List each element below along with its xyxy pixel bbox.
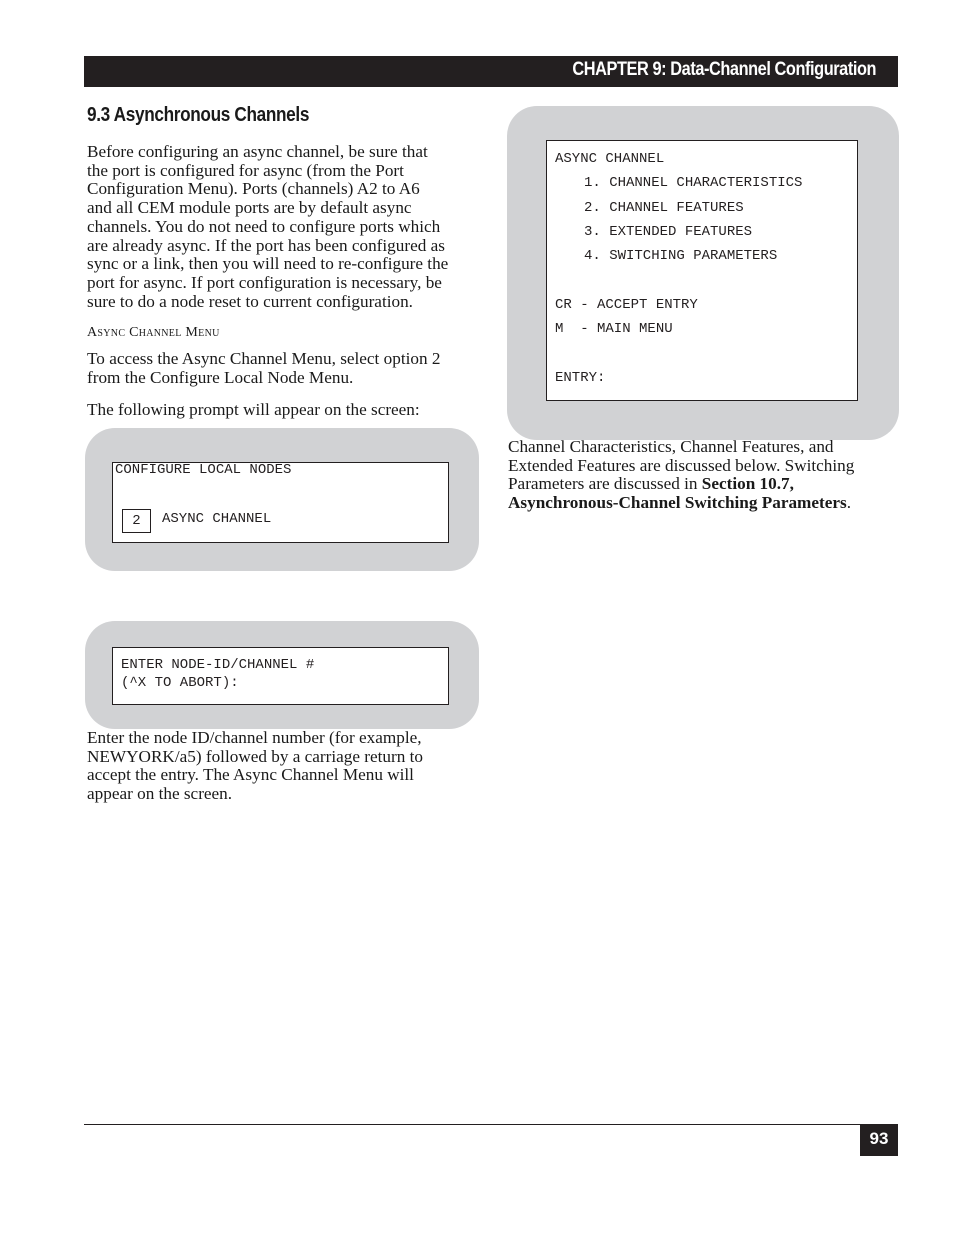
option-number-box: 2 [122, 509, 151, 533]
right-line-text: . [846, 493, 851, 513]
terminal-screen-enter [112, 647, 449, 705]
enter-paragraph [87, 729, 487, 804]
intro-line: sure to do a node reset to current configuration. [87, 291, 413, 311]
section-reference: Section 10.7, [701, 474, 794, 494]
main-menu-line: M - MAIN MENU [555, 321, 673, 337]
right-line: Channel Characteristics, Channel Features, and [508, 437, 834, 456]
footer-rule [84, 1124, 898, 1125]
intro-line: and all CEM module ports are by default async [87, 198, 412, 218]
access-paragraph [87, 350, 487, 387]
access-line: from the Configure Local Node Menu. [87, 367, 354, 387]
screen-title: CONFIGURE LOCAL NODES [115, 462, 292, 478]
enter-line: Enter the node ID/channel number (for example, [87, 728, 422, 747]
abort-hint-line: (^X TO ABORT): [121, 675, 239, 691]
menu-item: 4. SWITCHING PARAMETERS [584, 248, 778, 264]
terminal-screen-configure [112, 462, 449, 543]
intro-line: port for async. If port configuration is necessary, be [87, 272, 442, 292]
prompt-paragraph: The following prompt will appear on the screen: [87, 400, 420, 419]
screen-panel-async-menu [507, 106, 899, 440]
right-line [508, 494, 908, 513]
access-line: To access the Async Channel Menu, select option 2 [87, 349, 441, 368]
intro-line: the port is configured for async (from the Port [87, 160, 404, 180]
menu-item: 2. CHANNEL FEATURES [584, 200, 744, 216]
screen-panel-configure [85, 428, 479, 571]
intro-line: Configuration Menu). Ports (channels) A2 to A6 [87, 179, 420, 199]
intro-line: sync or a link, then you will need to re-configure the [87, 254, 449, 274]
right-paragraph [508, 438, 908, 513]
menu-item: 3. EXTENDED FEATURES [584, 224, 753, 240]
page-number: 93 [860, 1124, 898, 1156]
terminal-screen-async-menu [546, 140, 858, 401]
enter-line: accept the entry. The Async Channel Menu will [87, 765, 414, 785]
intro-line: Before configuring an async channel, be sure that [87, 142, 428, 161]
chapter-title: CHAPTER 9: Data-Channel Configuration [572, 59, 876, 80]
accept-entry-line: CR - ACCEPT ENTRY [555, 297, 698, 313]
chapter-header-bar [84, 56, 898, 87]
right-line-text: Parameters are discussed in [508, 474, 702, 494]
option-label: ASYNC CHANNEL [162, 511, 272, 527]
section-reference-title: Asynchronous-Channel Switching Parameters [508, 493, 847, 513]
intro-line: channels. You do not need to configure ports which [87, 216, 441, 236]
enter-line: appear on the screen. [87, 784, 233, 804]
screen-panel-enter [85, 621, 479, 729]
section-heading: 9.3 Asynchronous Channels [87, 104, 310, 126]
menu-item: 1. CHANNEL CHARACTERISTICS [584, 175, 803, 191]
enter-prompt-line: ENTER NODE-ID/CHANNEL # [121, 657, 315, 673]
intro-paragraph [87, 143, 487, 311]
entry-prompt-line: ENTRY: [555, 370, 606, 386]
subheading: Async Channel Menu [87, 325, 220, 340]
menu-title: ASYNC CHANNEL [555, 151, 665, 167]
enter-line: NEWYORK/a5) followed by a carriage return to [87, 746, 423, 766]
intro-line: are already async. If the port has been configured as [87, 235, 445, 255]
right-line: Extended Features are discussed below. Switching [508, 455, 855, 475]
right-line [508, 475, 908, 494]
